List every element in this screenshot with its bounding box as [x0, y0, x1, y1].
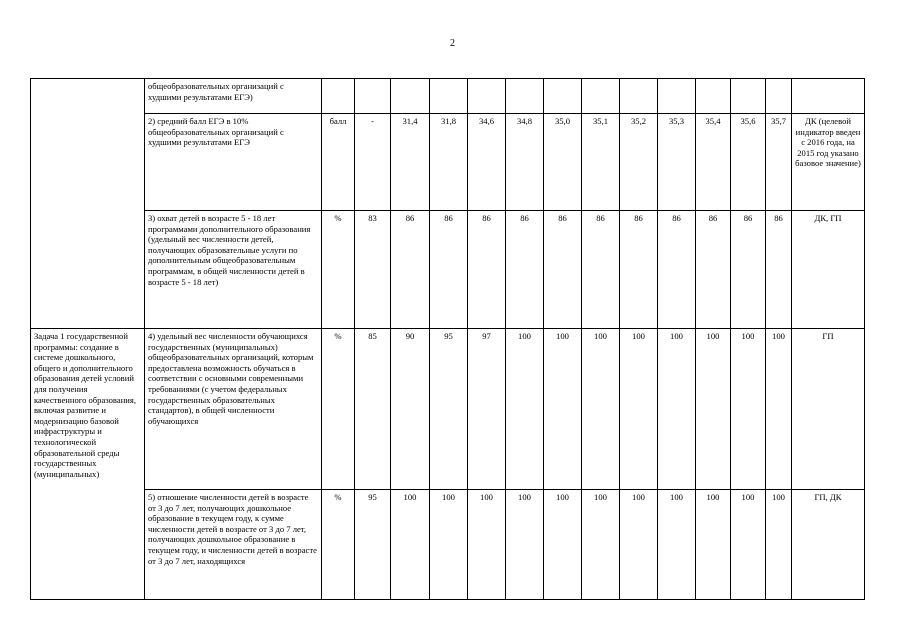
unit-cell: %	[322, 329, 355, 490]
value-cell: 100	[620, 490, 658, 600]
value-cell	[620, 79, 658, 114]
value-cell	[582, 79, 620, 114]
indicator-cell: общеобразовательных организаций с худшими результатами ЕГЭ)	[145, 79, 322, 114]
value-cell	[766, 79, 792, 114]
value-cell: 86	[696, 211, 731, 329]
value-cell: -	[355, 114, 391, 211]
value-cell: 83	[355, 211, 391, 329]
value-cell: 100	[766, 329, 792, 490]
indicator-cell: 5) отношение численности детей в возрасте от 3 до 7 лет, получающих дошкольное образование в текущем году, к сумме численности детей в возрасте от 3 до 7 лет, получающих дошкольное образование в текущем году, и численности детей в возрасте от 3 до 7 лет, находящихся	[145, 490, 322, 600]
note-cell: ДК, ГП	[792, 211, 865, 329]
value-cell	[355, 79, 391, 114]
value-cell: 35,6	[731, 114, 766, 211]
value-cell: 100	[731, 329, 766, 490]
value-cell: 95	[430, 329, 468, 490]
indicators-table	[30, 78, 865, 600]
value-cell	[506, 79, 544, 114]
value-cell: 100	[468, 490, 506, 600]
value-cell	[468, 79, 506, 114]
unit-cell: балл	[322, 114, 355, 211]
value-cell: 35,7	[766, 114, 792, 211]
value-cell: 100	[544, 329, 582, 490]
indicator-cell: 3) охват детей в возрасте 5 - 18 лет программами дополнительного образования (удельный вес численности детей, получающих образовательные услуги по дополнительным общеобразовательным программам, в общей численности детей в возрасте 5 - 18 лет)	[145, 211, 322, 329]
value-cell	[731, 79, 766, 114]
value-cell: 86	[731, 211, 766, 329]
value-cell	[544, 79, 582, 114]
value-cell: 100	[582, 329, 620, 490]
value-cell: 31,8	[430, 114, 468, 211]
value-cell: 100	[696, 490, 731, 600]
unit-cell	[322, 79, 355, 114]
value-cell: 100	[544, 490, 582, 600]
value-cell: 90	[391, 329, 430, 490]
table-row	[31, 114, 865, 211]
value-cell: 86	[391, 211, 430, 329]
table-row	[31, 329, 865, 490]
value-cell: 35,2	[620, 114, 658, 211]
value-cell: 100	[766, 490, 792, 600]
value-cell: 34,6	[468, 114, 506, 211]
value-cell: 34,8	[506, 114, 544, 211]
value-cell: 97	[468, 329, 506, 490]
indicator-cell: 4) удельный вес численности обучающихся государственных (муниципальных) общеобразовательных организаций, которым предоставлена возможность обучаться в соответствии с основными современными требованиями (с учетом федеральных государственных образовательных стандартов), в общей численности обучающихся	[145, 329, 322, 490]
value-cell: 100	[658, 490, 696, 600]
value-cell: 35,4	[696, 114, 731, 211]
value-cell: 86	[658, 211, 696, 329]
value-cell: 86	[430, 211, 468, 329]
value-cell	[430, 79, 468, 114]
value-cell: 85	[355, 329, 391, 490]
table-row	[31, 211, 865, 329]
table-row	[31, 79, 865, 114]
value-cell: 35,3	[658, 114, 696, 211]
task-cell: Задача 1 государственной программы: создание в системе дошкольного, общего и дополнительного образования детей условий для получения качественного образования, включая развитие и модернизацию базовой инфраструктуры и технологической образовательной среды государственных (муниципальных)	[31, 329, 145, 600]
value-cell: 100	[506, 329, 544, 490]
value-cell: 86	[582, 211, 620, 329]
note-cell: ГП, ДК	[792, 490, 865, 600]
value-cell: 86	[620, 211, 658, 329]
value-cell: 100	[582, 490, 620, 600]
indicator-cell: 2) средний балл ЕГЭ в 10% общеобразовательных организаций с худшими результатами ЕГЭ	[145, 114, 322, 211]
value-cell	[696, 79, 731, 114]
task-cell-empty	[31, 79, 145, 329]
page-number: 2	[450, 38, 455, 49]
value-cell: 100	[506, 490, 544, 600]
value-cell: 35,0	[544, 114, 582, 211]
value-cell: 100	[430, 490, 468, 600]
value-cell: 86	[506, 211, 544, 329]
value-cell	[391, 79, 430, 114]
value-cell	[658, 79, 696, 114]
value-cell: 86	[766, 211, 792, 329]
value-cell: 100	[620, 329, 658, 490]
value-cell: 95	[355, 490, 391, 600]
note-cell: ГП	[792, 329, 865, 490]
unit-cell: %	[322, 490, 355, 600]
value-cell: 100	[731, 490, 766, 600]
value-cell: 100	[391, 490, 430, 600]
value-cell: 100	[658, 329, 696, 490]
value-cell: 31,4	[391, 114, 430, 211]
note-cell: ДК (целевой индикатор введен с 2016 года, на 2015 год указано базовое значение)	[792, 114, 865, 211]
table-row	[31, 490, 865, 600]
unit-cell: %	[322, 211, 355, 329]
note-cell	[792, 79, 865, 114]
value-cell: 35,1	[582, 114, 620, 211]
value-cell: 86	[468, 211, 506, 329]
value-cell: 86	[544, 211, 582, 329]
value-cell: 100	[696, 329, 731, 490]
